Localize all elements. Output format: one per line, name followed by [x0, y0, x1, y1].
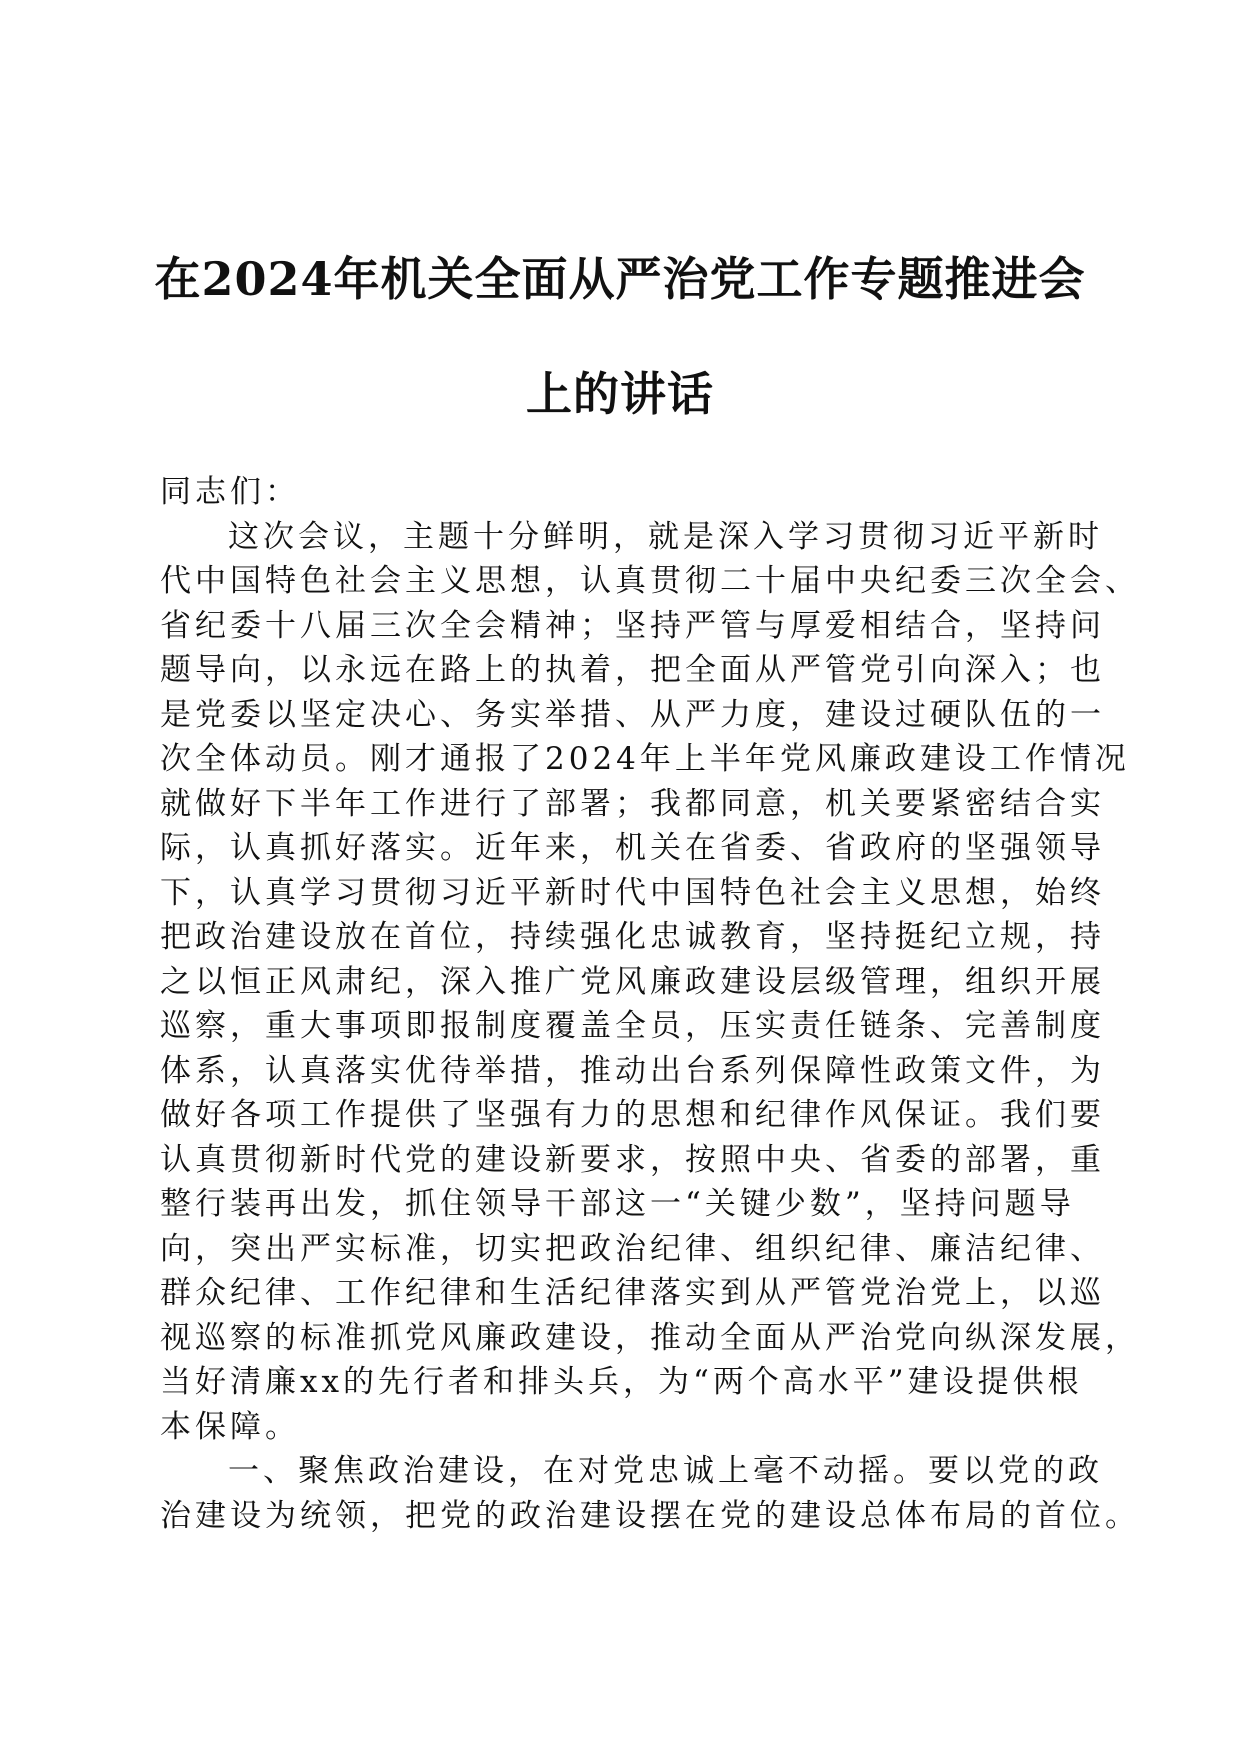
paragraph-2	[160, 1449, 1140, 1538]
document-title	[100, 222, 1140, 452]
text-line: 这次会议，主题十分鲜明，就是深入学习贯彻习近平新时	[228, 518, 1103, 555]
text-line: 向，突出严实标准，切实把政治纪律、组织纪律、廉洁纪律、	[160, 1230, 1105, 1267]
text-line: 整行装再出发，抓住领导干部这一“关键少数”，坚持问题导	[160, 1186, 1075, 1222]
text-line: 视巡察的标准抓党风廉政建设，推动全面从严治党向纵深发展，	[160, 1319, 1140, 1356]
text-line: 是党委以坚定决心、务实举措、从严力度，建设过硬队伍的一	[160, 696, 1105, 733]
title-line: 上的讲话	[526, 367, 714, 421]
text-line: 一、聚焦政治建设，在对党忠诚上毫不动摇。要以党的政	[228, 1453, 1103, 1489]
text-line: 治建设为统领，把党的政治建设摆在党的建设总体布局的首位。	[160, 1497, 1140, 1534]
text-line: 认真贯彻新时代党的建设新要求，按照中央、省委的部署，重	[160, 1141, 1105, 1178]
text-line: 次全体动员。刚才通报了2024年上半年党风廉政建设工作情况	[160, 741, 1130, 777]
title-line: 在2024年机关全面从严治党工作专题推进会	[154, 252, 1086, 306]
text-line: 下，认真学习贯彻习近平新时代中国特色社会主义思想，始终	[160, 874, 1105, 911]
text-line: 当好清廉xx的先行者和排头兵，为“两个高水平”建设提供根	[160, 1364, 1083, 1400]
text-line: 代中国特色社会主义思想，认真贯彻二十届中央纪委三次全会、	[160, 563, 1140, 599]
document-body	[160, 470, 1140, 1538]
text-line: 际，认真抓好落实。近年来，机关在省委、省政府的坚强领导	[160, 830, 1105, 866]
paragraph-1	[160, 515, 1140, 1450]
text-line: 把政治建设放在首位，持续强化忠诚教育，坚持挺纪立规，持	[160, 919, 1105, 955]
text-line: 就做好下半年工作进行了部署；我都同意，机关要紧密结合实	[160, 785, 1105, 822]
text-line: 巡察，重大事项即报制度覆盖全员，压实责任链条、完善制度	[160, 1008, 1105, 1044]
text-line: 体系，认真落实优待举措，推动出台系列保障性政策文件，为	[160, 1052, 1105, 1089]
text-line: 本保障。	[160, 1408, 300, 1445]
text-line: 之以恒正风肃纪，深入推广党风廉政建设层级管理，组织开展	[160, 963, 1105, 1000]
text-line: 省纪委十八届三次全会精神；坚持严管与厚爱相结合，坚持问	[160, 607, 1105, 644]
text-line: 题导向，以永远在路上的执着，把全面从严管党引向深入；也	[160, 652, 1105, 688]
salutation: 同志们：	[160, 474, 300, 510]
text-line: 群众纪律、工作纪律和生活纪律落实到从严管党治党上，以巡	[160, 1275, 1105, 1311]
text-line: 做好各项工作提供了坚强有力的思想和纪律作风保证。我们要	[160, 1097, 1105, 1133]
